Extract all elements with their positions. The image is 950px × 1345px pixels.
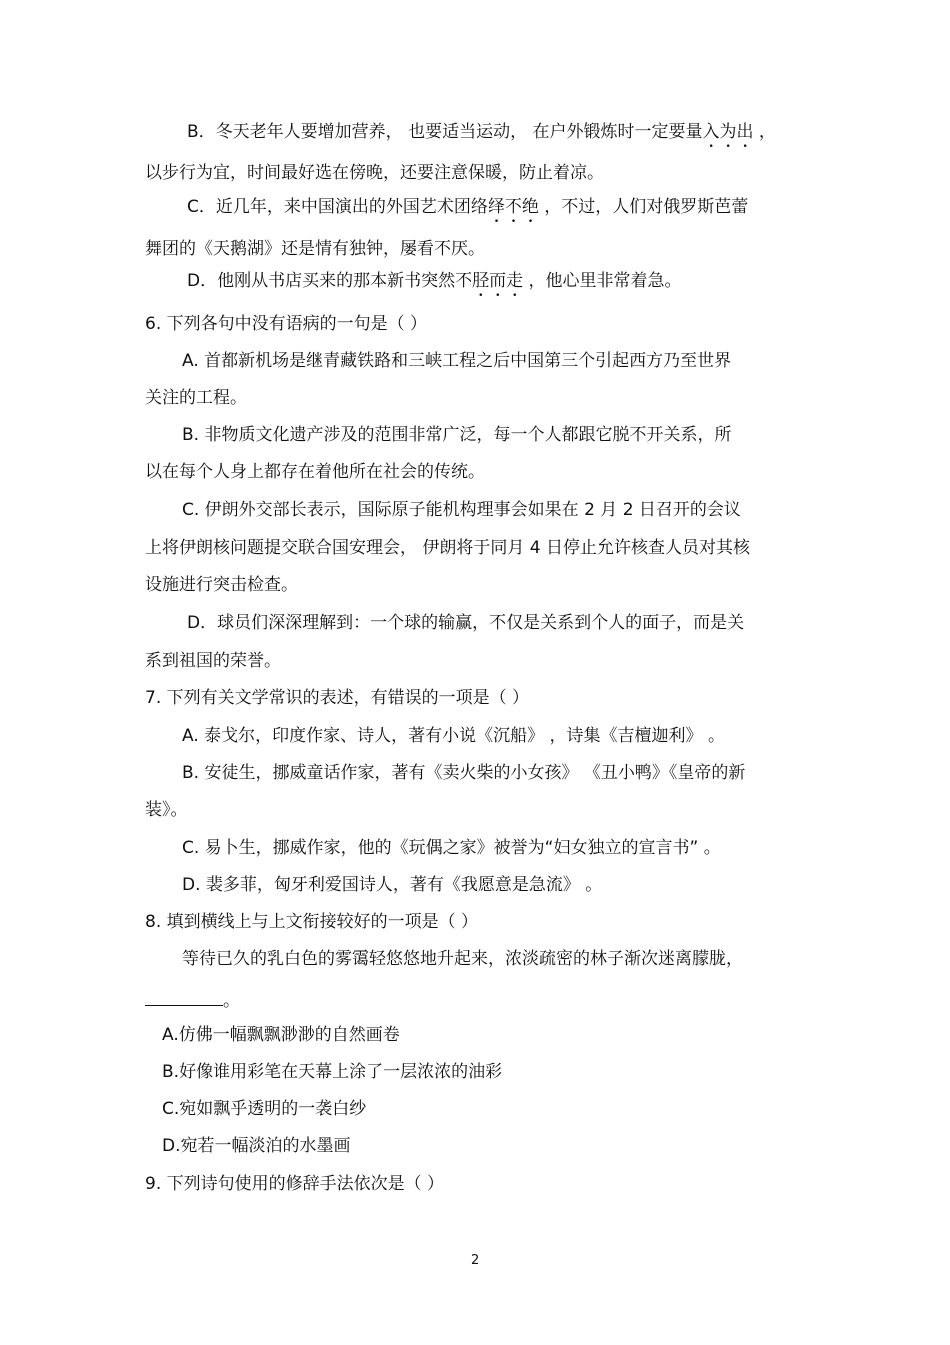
q5-option-b-dotted: 入为出 bbox=[702, 122, 754, 142]
q8-option-d: D.宛若一幅淡泊的水墨画 bbox=[162, 1136, 351, 1156]
q7-option-c: C. 易卜生，挪威作家，他的《玩偶之家》被誉为“妇女独立的宣言书” 。 bbox=[182, 838, 721, 858]
q8-passage: 等待已久的乳白色的雾霭轻悠悠地升起来，浓淡疏密的林子渐次迷离朦胧， bbox=[182, 949, 743, 969]
q6-option-a-line1: A. 首都新机场是继青藏铁路和三峡工程之后中国第三个引起西方乃至世界 bbox=[182, 351, 732, 371]
q5-option-d-dotted: 胫而走 bbox=[472, 271, 524, 291]
q6-option-b-line2: 以在每个人身上都存在着他所在社会的传统。 bbox=[145, 462, 485, 482]
q8-stem: 8. 填到横线上与上文衔接较好的一项是（ ） bbox=[145, 912, 479, 932]
q6-option-c-line3: 设施进行突击检查。 bbox=[145, 575, 298, 595]
q6-option-d-line2: 系到祖国的荣誉。 bbox=[145, 651, 281, 671]
q6-option-d-line1: D．球员们深深理解到：一个球的输赢，不仅是关系到个人的面子，而是关 bbox=[187, 613, 745, 633]
q5-option-b-post: ， bbox=[753, 122, 776, 142]
q8-fill-blank bbox=[145, 991, 223, 1006]
q7-stem: 7. 下列有关文学常识的表述，有错误的一项是（ ） bbox=[145, 688, 530, 708]
q6-option-c-line2: 上将伊朗核问题提交联合国安理会， 伊朗将于同月 4 日停止允许核查人员对其核 bbox=[145, 538, 751, 558]
q5-option-b-cont: 以步行为宜，时间最好选在傍晚，还要注意保暖，防止着凉。 bbox=[145, 163, 604, 183]
q6-stem: 6. 下列各句中没有语病的一句是（ ） bbox=[145, 314, 428, 334]
q5-option-c-pre: C．近几年，来中国演出的外国艺术团络 bbox=[187, 197, 488, 217]
q8-option-c: C.宛如飘乎透明的一袭白纱 bbox=[162, 1099, 367, 1119]
q5-option-c bbox=[187, 196, 748, 227]
q5-option-c-dotted: 绎不绝 bbox=[487, 197, 539, 217]
q7-option-a: A. 泰戈尔，印度作家、诗人，著有小说《沉船》 ，诗集《吉檀迦利》 。 bbox=[182, 726, 725, 746]
q5-option-d-pre: D．他刚从书店买来的那本新书突然不 bbox=[187, 271, 473, 291]
q8-blank-end: 。 bbox=[223, 991, 240, 1011]
q5-option-c-cont: 舞团的《天鹅湖》还是情有独钟，屡看不厌。 bbox=[145, 239, 485, 259]
page-number: 2 bbox=[471, 1253, 480, 1268]
q5-option-c-post: ，不过，人们对俄罗斯芭蕾 bbox=[538, 197, 749, 217]
q9-stem: 9. 下列诗句使用的修辞手法依次是（ ） bbox=[145, 1174, 445, 1194]
q6-option-b-line1: B. 非物质文化遗产涉及的范围非常广泛，每一个人都跟它脱不开关系，所 bbox=[182, 425, 732, 445]
q8-option-a: A.仿佛一幅飘飘渺渺的自然画卷 bbox=[162, 1025, 400, 1045]
q6-option-a-line2: 关注的工程。 bbox=[145, 388, 247, 408]
q5-option-b bbox=[187, 121, 776, 152]
q7-option-d: D. 裴多菲，匈牙利爱国诗人，著有《我愿意是急流》 。 bbox=[182, 875, 603, 895]
q5-option-d bbox=[187, 270, 682, 301]
q7-option-b-line2: 装》。 bbox=[145, 800, 188, 820]
q5-option-d-post: ，他心里非常着急。 bbox=[523, 271, 682, 291]
q6-option-c-line1: C. 伊朗外交部长表示，国际原子能机构理事会如果在 2 月 2 日召开的会议 bbox=[182, 500, 741, 520]
q8-option-b: B.好像谁用彩笔在天幕上涂了一层浓浓的油彩 bbox=[162, 1062, 503, 1082]
q5-option-b-pre: B．冬天老年人要增加营养， 也要适当运动， 在户外锻炼时一定要量 bbox=[187, 122, 703, 142]
q7-option-b-line1: B. 安徒生，挪威童话作家，著有《卖火柴的小女孩》 《丑小鸭》《皇帝的新 bbox=[182, 763, 746, 783]
q8-blank-line bbox=[145, 990, 240, 1012]
